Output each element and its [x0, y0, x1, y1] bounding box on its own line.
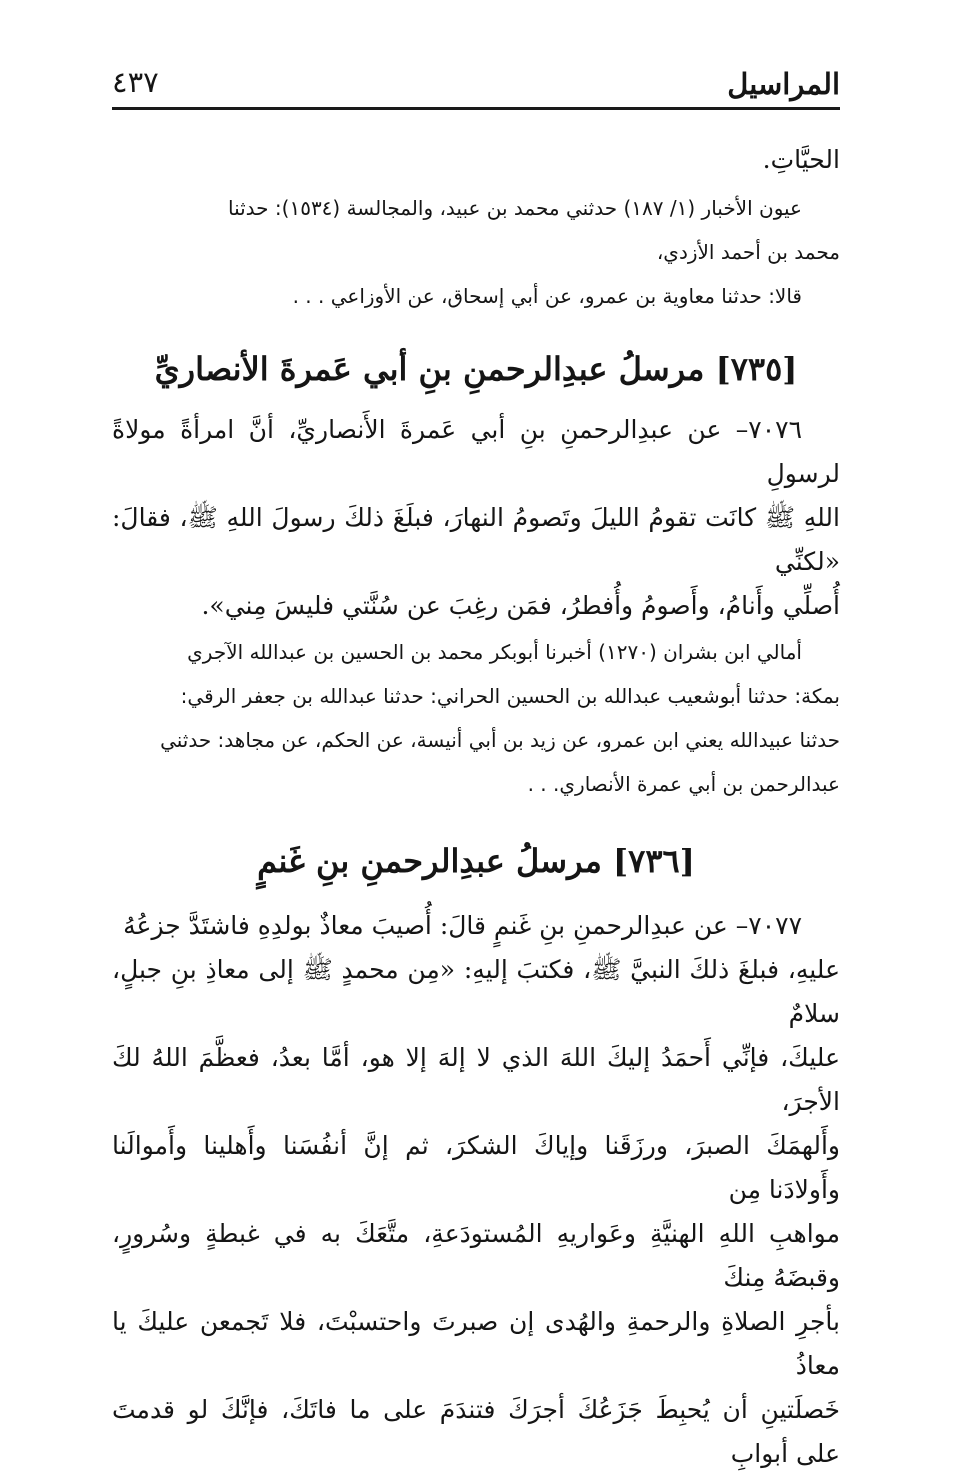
- hadith-line: مواهبِ اللهِ الهنيَّةِ وعَواريهِ المُستودَعةِ، متَّعَكَ به في غبطةٍ وسُرورٍ، وقبضَهُ مِنكَ: [112, 1219, 840, 1292]
- section-heading: [٧٣٥] مرسلُ عبدِالرحمنِ بنِ أبي عَمرةَ الأنصاريِّ: [154, 350, 798, 388]
- source-block-top: [112, 186, 840, 318]
- section-735: [112, 344, 840, 806]
- hadith-text: [112, 408, 840, 628]
- section-736: [112, 836, 840, 1476]
- hadith-text: [112, 904, 840, 1476]
- hadith-line: عليكَ، فإنِّي أَحمَدُ إليكَ اللهَ الذي لا إلهَ إلا هو، أمَّا بعدُ، فعظَّمَ اللهُ لكَ الأجرَ،: [112, 1043, 840, 1116]
- hadith-line: ٧٠٧٦– عن عبدِالرحمنِ بنِ أبي عَمرةَ الأَنصاريِّ، أنَّ امرأةً مولاةً لرسولِ: [112, 415, 840, 488]
- hadith-line: أُصلِّي وأَنامُ، وأَصومُ وأُفطرُ، فمَن رغِبَ عن سُنَّتي فليسَ مِني».: [201, 591, 840, 620]
- hadith-line: اللهِ ﷺ كانَت تقومُ الليلَ وتَصومُ النهارَ، فبلَغَ ذلكَ رسولَ اللهِ ﷺ، فقالَ: «لكنِّي: [112, 503, 840, 576]
- hadith-line: خَصلَتينِ أن يُحبِطَ جَزَعُكَ أجرَكَ فتندَمَ على ما فاتَكَ، فإنَّكَ لو قدمتَ على أبوابِ: [112, 1395, 840, 1468]
- header-rule: [112, 107, 840, 110]
- source-line: عيون الأخبار (١/ ١٨٧) حدثني محمد بن عبيد، والمجالسة (١٥٣٤): حدثنا: [227, 196, 802, 220]
- source-line: قالا: حدثنا معاوية بن عمرو، عن أبي إسحاق، عن الأوزاعي . . .: [292, 284, 802, 308]
- hadith-line: وأَلهمَكَ الصبرَ، ورزَقَنا وإياكَ الشكرَ، ثم إنَّ أنفُسَنا وأَهلينا وأَموالَنا وأَولادَنا مِن: [112, 1131, 840, 1204]
- source-line: عبدالرحمن بن أبي عمرة الأنصاري. . .: [527, 772, 840, 796]
- source-block: [112, 630, 840, 806]
- source-line: أمالي ابن بشران (١٢٧٠) أخبرنا أبوبكر محمد بن الحسين بن عبدالله الآجري: [187, 640, 802, 664]
- source-line: بمكة: حدثنا أبوشعيب عبدالله بن الحسين الحراني: حدثنا عبدالله بن جعفر الرقي:: [180, 684, 840, 708]
- source-line: حدثنا عبيدالله يعني ابن عمرو، عن زيد بن أبي أنيسة، عن الحكم، عن مجاهد: حدثني: [160, 728, 840, 752]
- source-line: محمد بن أحمد الأزدي،: [656, 240, 840, 264]
- page-header: [112, 64, 840, 108]
- hadith-line: بأجرِ الصلاةِ والرحمةِ والهُدى إن صبرتَ واحتسبْتَ، فلا تَجمعن عليكَ يا معاذُ: [112, 1307, 840, 1380]
- section-heading: [٧٣٦] مرسلُ عبدِالرحمنِ بنِ غَنمٍ: [257, 842, 695, 880]
- hadith-line: عليهِ، فبلغَ ذلكَ النبيَّ ﷺ، فكتبَ إليهِ: «مِن محمدٍ ﷺ إلى معاذِ بنِ جبلٍ، سلامٌ: [112, 955, 840, 1028]
- page-content: [112, 140, 840, 1476]
- continued-text-line: الحيَّاتِ.: [762, 145, 840, 174]
- page-number: ٤٣٧: [112, 65, 159, 99]
- hadith-line: ٧٠٧٧– عن عبدِالرحمنِ بنِ غَنمٍ قالَ: أُصيبَ معاذٌ بولدِهِ فاشتَدَّ جزعُهُ: [123, 911, 802, 940]
- running-title: المراسيل: [727, 67, 840, 101]
